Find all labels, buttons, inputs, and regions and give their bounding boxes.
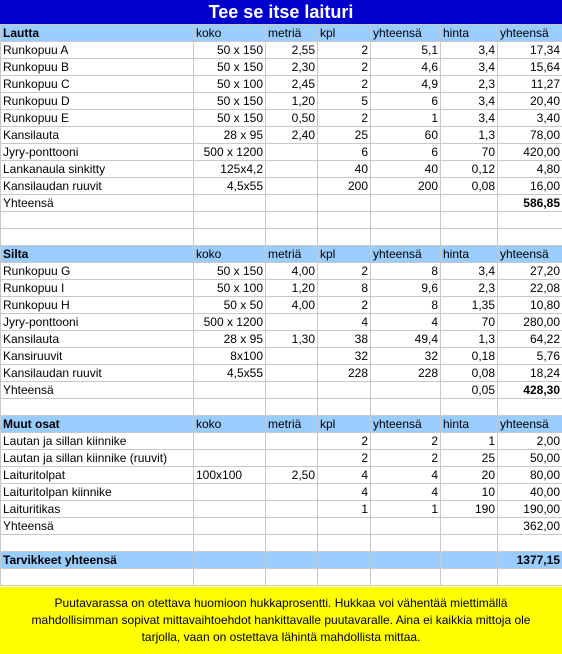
cell-price[interactable]: 2,3 — [441, 280, 498, 297]
cell-total-qty[interactable]: 1 — [371, 110, 441, 127]
cell-meters[interactable]: 2,40 — [266, 127, 318, 144]
cell-size[interactable]: 500 x 1200 — [194, 144, 266, 161]
cell-size[interactable] — [194, 518, 266, 535]
cell-total-price[interactable] — [498, 212, 562, 229]
cell-meters[interactable] — [266, 501, 318, 518]
cell-total-price[interactable]: 50,00 — [498, 450, 562, 467]
cell-price[interactable] — [441, 229, 498, 246]
cell-price[interactable]: hinta — [441, 416, 498, 433]
cell-total-qty[interactable] — [371, 569, 441, 586]
cell-total-price[interactable]: 190,00 — [498, 501, 562, 518]
cell-qty[interactable]: 2 — [318, 263, 371, 280]
cell-price[interactable]: 3,4 — [441, 110, 498, 127]
cell-total-price[interactable]: yhteensä — [498, 246, 562, 263]
cell-qty[interactable] — [318, 382, 371, 399]
cell-size[interactable]: 4,5x55 — [194, 178, 266, 195]
cell-meters[interactable] — [266, 535, 318, 552]
cell-total-price[interactable]: 22,08 — [498, 280, 562, 297]
table-row — [1, 144, 562, 161]
cell-size[interactable] — [194, 382, 266, 399]
cell-total-price[interactable]: 11,27 — [498, 76, 562, 93]
cell-size[interactable]: 500 x 1200 — [194, 314, 266, 331]
cell-size[interactable] — [194, 569, 266, 586]
cell-total-price[interactable]: 428,30 — [498, 382, 562, 399]
table-row — [1, 161, 562, 178]
cell-size[interactable]: 4,5x55 — [194, 365, 266, 382]
cell-meters[interactable]: metriä — [266, 416, 318, 433]
cell-total-qty[interactable] — [371, 399, 441, 416]
table-row — [1, 348, 562, 365]
cell-item[interactable]: Lautta — [1, 25, 194, 42]
cell-qty[interactable]: 6 — [318, 144, 371, 161]
cell-qty[interactable]: kpl — [318, 246, 371, 263]
cell-qty[interactable]: 32 — [318, 348, 371, 365]
cell-total-qty[interactable]: 8 — [371, 297, 441, 314]
cell-total-price[interactable]: 420,00 — [498, 144, 562, 161]
cell-item[interactable]: Runkopuu H — [1, 297, 194, 314]
cell-total-price[interactable]: 78,00 — [498, 127, 562, 144]
blank-row — [1, 229, 562, 246]
cell-total-price[interactable]: 20,40 — [498, 93, 562, 110]
cell-item[interactable]: Runkopuu I — [1, 280, 194, 297]
cell-item[interactable]: Runkopuu D — [1, 93, 194, 110]
cell-total-qty[interactable]: 200 — [371, 178, 441, 195]
cell-meters[interactable] — [266, 195, 318, 212]
cell-total-price[interactable]: 40,00 — [498, 484, 562, 501]
cell-size[interactable]: 50 x 150 — [194, 42, 266, 59]
cell-total-qty[interactable]: yhteensä — [371, 246, 441, 263]
cell-item[interactable] — [1, 535, 194, 552]
cell-size[interactable] — [194, 450, 266, 467]
cell-item[interactable]: Kansilauta — [1, 127, 194, 144]
table-row — [1, 314, 562, 331]
cell-meters[interactable]: 1,20 — [266, 93, 318, 110]
sheet-title: Tee se itse laituri — [0, 0, 562, 24]
blank-row — [1, 535, 562, 552]
cell-meters[interactable] — [266, 161, 318, 178]
cell-price[interactable]: 3,4 — [441, 263, 498, 280]
cell-price[interactable]: 0,05 — [441, 382, 498, 399]
table-row — [1, 501, 562, 518]
cell-total-qty[interactable]: 4 — [371, 314, 441, 331]
cell-item[interactable]: Runkopuu G — [1, 263, 194, 280]
cell-price[interactable]: hinta — [441, 25, 498, 42]
cell-total-qty[interactable]: yhteensä — [371, 25, 441, 42]
cell-item[interactable]: Lautan ja sillan kiinnike — [1, 433, 194, 450]
cell-item[interactable]: Silta — [1, 246, 194, 263]
cell-price[interactable]: hinta — [441, 246, 498, 263]
cell-qty[interactable] — [318, 195, 371, 212]
cell-item[interactable]: Laituritikas — [1, 501, 194, 518]
table-row — [1, 127, 562, 144]
cell-item[interactable]: Kansilauta — [1, 331, 194, 348]
cell-price[interactable]: 1 — [441, 433, 498, 450]
cell-total-price[interactable] — [498, 399, 562, 416]
section-header-row — [1, 25, 562, 42]
table-row — [1, 518, 562, 535]
cell-price[interactable]: 1,35 — [441, 297, 498, 314]
cell-qty[interactable] — [318, 399, 371, 416]
section-header-row — [1, 246, 562, 263]
table-row — [1, 467, 562, 484]
cell-total-price[interactable]: 17,34 — [498, 42, 562, 59]
cell-price[interactable] — [441, 552, 498, 569]
cell-total-qty[interactable] — [371, 195, 441, 212]
cell-item[interactable]: Jyry-ponttooni — [1, 314, 194, 331]
waste-note: Puutavarassa on otettava huomioon hukkaprosentti. Hukkaa voi vähentää miettimällä mahdollisimman sopivat mittavaihtoehdot hankittavalle puutavaralle. Aina ei kaikkia mittoja ole tarjolla, vaan on ostettava lähintä mahdollista mittaa. — [0, 587, 562, 654]
cell-price[interactable]: 3,4 — [441, 93, 498, 110]
cell-size[interactable] — [194, 484, 266, 501]
cell-qty[interactable]: 228 — [318, 365, 371, 382]
cell-total-price[interactable]: 64,22 — [498, 331, 562, 348]
cell-item[interactable]: Runkopuu B — [1, 59, 194, 76]
table-row — [1, 280, 562, 297]
cell-meters[interactable] — [266, 348, 318, 365]
cell-qty[interactable] — [318, 535, 371, 552]
cell-price[interactable] — [441, 399, 498, 416]
cell-size[interactable] — [194, 212, 266, 229]
cell-price[interactable]: 0,08 — [441, 365, 498, 382]
table-row — [1, 59, 562, 76]
cell-qty[interactable]: kpl — [318, 25, 371, 42]
cell-meters[interactable] — [266, 365, 318, 382]
cell-meters[interactable] — [266, 484, 318, 501]
cell-price[interactable]: 2,3 — [441, 76, 498, 93]
section-header-row — [1, 416, 562, 433]
cell-total-price[interactable]: yhteensä — [498, 416, 562, 433]
cell-meters[interactable] — [266, 178, 318, 195]
cell-item[interactable]: Kansilaudan ruuvit — [1, 178, 194, 195]
table-row — [1, 297, 562, 314]
cell-total-qty[interactable]: 2 — [371, 433, 441, 450]
cell-size[interactable] — [194, 229, 266, 246]
table-row — [1, 450, 562, 467]
cell-price[interactable]: 1,3 — [441, 127, 498, 144]
cell-meters[interactable]: 2,30 — [266, 59, 318, 76]
cell-total-qty[interactable]: 6 — [371, 93, 441, 110]
cell-item[interactable]: Tarvikkeet yhteensä — [1, 552, 194, 569]
cell-total-qty[interactable]: 9,6 — [371, 280, 441, 297]
cell-total-price[interactable] — [498, 569, 562, 586]
cell-total-qty[interactable]: 32 — [371, 348, 441, 365]
cell-item[interactable]: Yhteensä — [1, 518, 194, 535]
cell-size[interactable]: 100x100 — [194, 467, 266, 484]
table-row — [1, 93, 562, 110]
cell-item[interactable]: Runkopuu A — [1, 42, 194, 59]
cell-size[interactable]: koko — [194, 246, 266, 263]
cell-meters[interactable]: 2,55 — [266, 42, 318, 59]
cell-price[interactable]: 20 — [441, 467, 498, 484]
cell-total-qty[interactable] — [371, 535, 441, 552]
cell-total-qty[interactable]: 4,9 — [371, 76, 441, 93]
cell-total-price[interactable]: 1377,15 — [498, 552, 562, 569]
cell-item[interactable]: Kansiruuvit — [1, 348, 194, 365]
cell-total-price[interactable]: 18,24 — [498, 365, 562, 382]
cell-total-price[interactable]: 4,80 — [498, 161, 562, 178]
cell-total-qty[interactable]: 49,4 — [371, 331, 441, 348]
cell-meters[interactable] — [266, 144, 318, 161]
cell-total-price[interactable]: 2,00 — [498, 433, 562, 450]
cell-total-price[interactable]: 3,40 — [498, 110, 562, 127]
cell-total-qty[interactable]: 1 — [371, 501, 441, 518]
cell-item[interactable]: Kansilaudan ruuvit — [1, 365, 194, 382]
cell-qty[interactable] — [318, 518, 371, 535]
cell-qty[interactable] — [318, 552, 371, 569]
cell-qty[interactable]: 2 — [318, 297, 371, 314]
cell-meters[interactable] — [266, 518, 318, 535]
cell-total-price[interactable]: 27,20 — [498, 263, 562, 280]
table-row — [1, 263, 562, 280]
cell-size[interactable]: 28 x 95 — [194, 331, 266, 348]
table-row — [1, 331, 562, 348]
cell-price[interactable]: 3,4 — [441, 42, 498, 59]
cell-total-qty[interactable]: 228 — [371, 365, 441, 382]
cell-size[interactable]: 50 x 100 — [194, 280, 266, 297]
cell-total-qty[interactable]: yhteensä — [371, 416, 441, 433]
cell-total-qty[interactable]: 6 — [371, 144, 441, 161]
cell-total-qty[interactable]: 4,6 — [371, 59, 441, 76]
cell-total-qty[interactable] — [371, 212, 441, 229]
cell-total-qty[interactable]: 8 — [371, 263, 441, 280]
cell-meters[interactable]: 2,50 — [266, 467, 318, 484]
table-row — [1, 42, 562, 59]
cell-meters[interactable]: 1,30 — [266, 331, 318, 348]
cell-qty[interactable]: kpl — [318, 416, 371, 433]
cell-meters[interactable] — [266, 552, 318, 569]
cell-item[interactable]: Laituritolpat — [1, 467, 194, 484]
blank-row — [1, 399, 562, 416]
cell-total-qty[interactable]: 60 — [371, 127, 441, 144]
cell-total-price[interactable]: 10,80 — [498, 297, 562, 314]
cell-item[interactable]: Lankanaula sinkitty — [1, 161, 194, 178]
table-row — [1, 76, 562, 93]
cell-meters[interactable] — [266, 433, 318, 450]
cell-item[interactable] — [1, 569, 194, 586]
cell-price[interactable]: 70 — [441, 144, 498, 161]
cell-qty[interactable]: 8 — [318, 280, 371, 297]
cell-size[interactable]: 50 x 150 — [194, 110, 266, 127]
cell-qty[interactable] — [318, 229, 371, 246]
cell-price[interactable] — [441, 212, 498, 229]
cell-total-qty[interactable] — [371, 518, 441, 535]
cell-meters[interactable]: 2,45 — [266, 76, 318, 93]
cell-total-price[interactable]: 15,64 — [498, 59, 562, 76]
cell-meters[interactable]: metriä — [266, 246, 318, 263]
cell-qty[interactable]: 4 — [318, 484, 371, 501]
cell-qty[interactable] — [318, 569, 371, 586]
cell-meters[interactable] — [266, 450, 318, 467]
cell-price[interactable] — [441, 569, 498, 586]
cell-item[interactable] — [1, 229, 194, 246]
cell-total-qty[interactable] — [371, 382, 441, 399]
cell-price[interactable] — [441, 518, 498, 535]
cell-qty[interactable]: 40 — [318, 161, 371, 178]
cell-meters[interactable]: 4,00 — [266, 297, 318, 314]
subtotal-row — [1, 195, 562, 212]
cell-price[interactable]: 0,18 — [441, 348, 498, 365]
cell-price[interactable]: 3,4 — [441, 59, 498, 76]
cell-size[interactable]: 28 x 95 — [194, 127, 266, 144]
cell-qty[interactable]: 1 — [318, 501, 371, 518]
cell-qty[interactable] — [318, 212, 371, 229]
cell-size[interactable]: 8x100 — [194, 348, 266, 365]
cell-meters[interactable] — [266, 212, 318, 229]
cell-size[interactable]: koko — [194, 25, 266, 42]
cell-total-price[interactable]: 362,00 — [498, 518, 562, 535]
cell-size[interactable]: koko — [194, 416, 266, 433]
cell-size[interactable] — [194, 399, 266, 416]
cell-total-price[interactable]: yhteensä — [498, 25, 562, 42]
cell-price[interactable]: 10 — [441, 484, 498, 501]
cell-qty[interactable]: 2 — [318, 42, 371, 59]
cell-meters[interactable] — [266, 569, 318, 586]
cell-qty[interactable]: 5 — [318, 93, 371, 110]
cell-qty[interactable]: 4 — [318, 314, 371, 331]
cell-meters[interactable] — [266, 314, 318, 331]
cell-qty[interactable]: 25 — [318, 127, 371, 144]
cell-size[interactable] — [194, 535, 266, 552]
cell-item[interactable]: Yhteensä — [1, 382, 194, 399]
cell-total-price[interactable]: 586,85 — [498, 195, 562, 212]
cell-qty[interactable]: 2 — [318, 433, 371, 450]
cell-item[interactable]: Runkopuu C — [1, 76, 194, 93]
cell-qty[interactable]: 2 — [318, 450, 371, 467]
cell-item[interactable] — [1, 212, 194, 229]
cell-item[interactable] — [1, 399, 194, 416]
cell-size[interactable]: 50 x 150 — [194, 93, 266, 110]
cell-total-qty[interactable]: 4 — [371, 484, 441, 501]
cell-price[interactable]: 70 — [441, 314, 498, 331]
cell-total-qty[interactable]: 2 — [371, 450, 441, 467]
cell-total-price[interactable] — [498, 535, 562, 552]
cell-item[interactable]: Runkopuu E — [1, 110, 194, 127]
cell-qty[interactable]: 2 — [318, 76, 371, 93]
cell-size[interactable]: 125x4,2 — [194, 161, 266, 178]
cell-size[interactable]: 50 x 50 — [194, 297, 266, 314]
subtotal-row — [1, 382, 562, 399]
cell-size[interactable] — [194, 195, 266, 212]
cell-meters[interactable] — [266, 229, 318, 246]
cell-total-qty[interactable]: 40 — [371, 161, 441, 178]
cell-meters[interactable]: metriä — [266, 25, 318, 42]
table-row — [1, 365, 562, 382]
cell-total-price[interactable]: 5,76 — [498, 348, 562, 365]
cell-total-price[interactable]: 16,00 — [498, 178, 562, 195]
table-row — [1, 178, 562, 195]
cell-price[interactable]: 25 — [441, 450, 498, 467]
table-row — [1, 433, 562, 450]
cell-item[interactable]: Yhteensä — [1, 195, 194, 212]
cell-meters[interactable]: 0,50 — [266, 110, 318, 127]
cell-meters[interactable] — [266, 382, 318, 399]
blank-row — [1, 212, 562, 229]
cell-item[interactable]: Muut osat — [1, 416, 194, 433]
cell-size[interactable]: 50 x 100 — [194, 76, 266, 93]
cell-qty[interactable]: 4 — [318, 467, 371, 484]
cell-price[interactable]: 0,08 — [441, 178, 498, 195]
cell-total-price[interactable]: 80,00 — [498, 467, 562, 484]
cell-size[interactable] — [194, 552, 266, 569]
table-row — [1, 110, 562, 127]
materials-table-body — [1, 25, 562, 586]
cell-size[interactable] — [194, 501, 266, 518]
cell-price[interactable]: 0,12 — [441, 161, 498, 178]
cell-item[interactable]: Laituritolpan kiinnike — [1, 484, 194, 501]
cell-total-qty[interactable] — [371, 229, 441, 246]
cell-total-price[interactable] — [498, 229, 562, 246]
cell-price[interactable]: 190 — [441, 501, 498, 518]
cell-total-qty[interactable] — [371, 552, 441, 569]
cell-size[interactable]: 50 x 150 — [194, 59, 266, 76]
cell-qty[interactable]: 38 — [318, 331, 371, 348]
cell-price[interactable]: 1,3 — [441, 331, 498, 348]
cell-meters[interactable]: 4,00 — [266, 263, 318, 280]
grand-total-row — [1, 552, 562, 569]
cell-size[interactable]: 50 x 150 — [194, 263, 266, 280]
cell-meters[interactable] — [266, 399, 318, 416]
cell-qty[interactable]: 200 — [318, 178, 371, 195]
cell-meters[interactable]: 1,20 — [266, 280, 318, 297]
cell-price[interactable] — [441, 195, 498, 212]
cell-total-qty[interactable]: 5,1 — [371, 42, 441, 59]
cell-item[interactable]: Lautan ja sillan kiinnike (ruuvit) — [1, 450, 194, 467]
cell-total-qty[interactable]: 4 — [371, 467, 441, 484]
cell-qty[interactable]: 2 — [318, 59, 371, 76]
materials-table — [0, 24, 562, 586]
table-row — [1, 484, 562, 501]
cell-qty[interactable]: 2 — [318, 110, 371, 127]
blank-row — [1, 569, 562, 586]
cell-size[interactable] — [194, 433, 266, 450]
cell-price[interactable] — [441, 535, 498, 552]
cell-item[interactable]: Jyry-ponttooni — [1, 144, 194, 161]
cell-total-price[interactable]: 280,00 — [498, 314, 562, 331]
